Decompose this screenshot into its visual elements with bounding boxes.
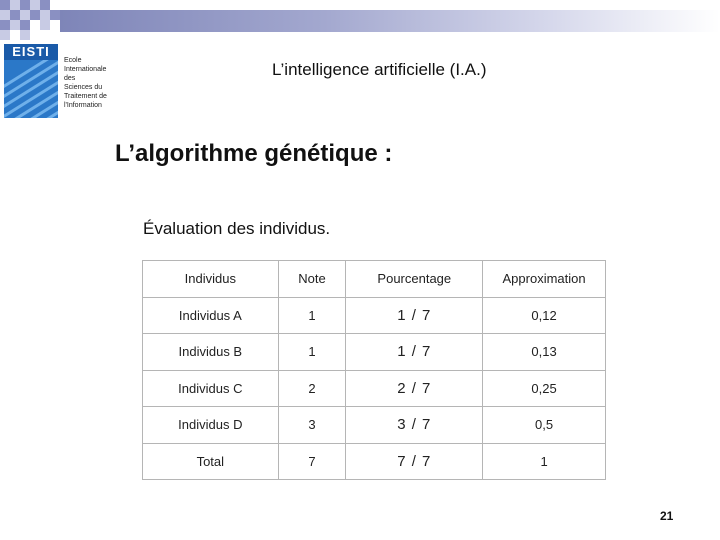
checker-square (30, 10, 40, 20)
evaluation-table (142, 260, 606, 480)
column-header-approximation: Approximation (483, 261, 606, 298)
checker-square (10, 0, 20, 10)
slide-subtitle: Évaluation des individus. (143, 219, 331, 238)
school-name-line: l'Information (64, 102, 102, 109)
column-header-pourcentage: Pourcentage (346, 261, 483, 298)
school-name-line: Sciences du (64, 84, 103, 91)
checker-square (10, 10, 20, 20)
checker-square (20, 10, 30, 20)
checker-square (40, 20, 50, 30)
table-cell: 1 / 7 (346, 297, 483, 334)
table-row (143, 297, 606, 334)
table-cell: 0,12 (483, 297, 606, 334)
checker-square (10, 20, 20, 30)
table-row (143, 370, 606, 407)
checker-square (0, 10, 10, 20)
table-cell: 0,5 (483, 407, 606, 444)
school-name-line: Traitement de (64, 93, 107, 100)
table-cell: 2 / 7 (346, 370, 483, 407)
school-logo (4, 44, 58, 118)
gradient-band (60, 10, 720, 32)
table-cell: 2 (278, 370, 346, 407)
slide-title: L’algorithme génétique : (115, 140, 393, 167)
school-name-line: Ecole (64, 57, 82, 64)
table-row (143, 334, 606, 371)
table-row (143, 407, 606, 444)
table-cell: 7 (278, 443, 346, 480)
checker-square (0, 30, 10, 40)
school-name-line: des (64, 75, 76, 82)
table-cell: 3 / 7 (346, 407, 483, 444)
logo-text: EISTI (4, 44, 58, 60)
table-cell: 0,25 (483, 370, 606, 407)
table-cell: 1 (483, 443, 606, 480)
checker-square (20, 0, 30, 10)
checker-square (40, 10, 50, 20)
header-title: L’intelligence artificielle (I.A.) (272, 60, 487, 79)
table-cell: Individus D (143, 407, 279, 444)
table-cell: 7 / 7 (346, 443, 483, 480)
table-cell: 3 (278, 407, 346, 444)
school-name-line: Internationale (64, 66, 107, 73)
checker-square (40, 0, 50, 10)
page-number: 21 (660, 509, 674, 523)
table-cell: Individus B (143, 334, 279, 371)
table-cell: 0,13 (483, 334, 606, 371)
table-cell: Total (143, 443, 279, 480)
logo-graphic (4, 60, 58, 118)
table-cell: 1 (278, 297, 346, 334)
table-row-total (143, 443, 606, 480)
checker-square (0, 0, 10, 10)
header-checker-band (0, 0, 720, 40)
checker-square (50, 10, 60, 20)
table-cell: 1 (278, 334, 346, 371)
checker-square (30, 0, 40, 10)
table-header-row (143, 261, 606, 298)
checker-square (0, 20, 10, 30)
column-header-individus: Individus (143, 261, 279, 298)
checker-square (20, 30, 30, 40)
school-name (64, 56, 124, 110)
table-cell: Individus A (143, 297, 279, 334)
table-cell: 1 / 7 (346, 334, 483, 371)
checker-square (20, 20, 30, 30)
table-cell: Individus C (143, 370, 279, 407)
column-header-note: Note (278, 261, 346, 298)
